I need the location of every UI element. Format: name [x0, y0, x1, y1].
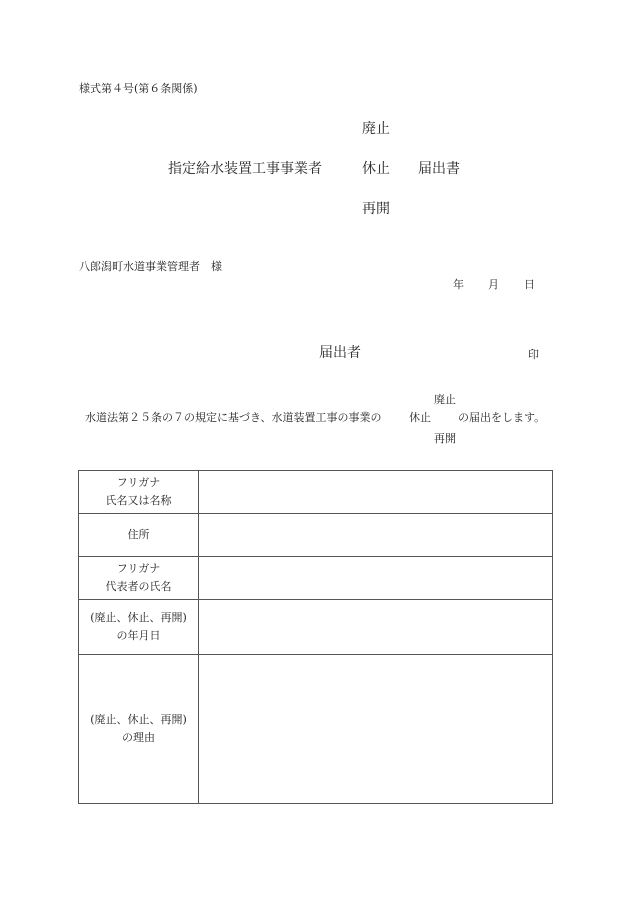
- title-option-suspend: 休止: [362, 161, 390, 177]
- table-row: [79, 471, 553, 514]
- statement-option-suspend: 休止: [409, 411, 431, 424]
- row-label-address: [79, 514, 199, 557]
- title-option-abolish: 廃止: [362, 121, 390, 137]
- label-line: (廃止、休止、再開): [90, 713, 187, 726]
- statement-text: 水道法第２５条の７の規定に基づき、水道装置工事の事業の: [85, 411, 382, 424]
- statement-tail: の届出をします。: [458, 411, 546, 424]
- statement-option-abolish: 廃止: [434, 393, 456, 406]
- label-line: 住所: [127, 528, 150, 541]
- label-line: (廃止、休止、再開): [90, 611, 187, 624]
- label-line: の年月日: [116, 629, 161, 642]
- title-option-resume: 再開: [362, 201, 390, 217]
- addressee: 八郎潟町水道事業管理者 様: [79, 260, 222, 273]
- date-year-label: 年: [453, 278, 464, 291]
- seal-mark: 印: [528, 348, 539, 361]
- representative-field[interactable]: [199, 557, 553, 600]
- row-label-reason: [79, 655, 199, 804]
- table-row: [79, 655, 553, 804]
- address-field[interactable]: [199, 514, 553, 557]
- form-number: 様式第４号(第６条関係): [79, 82, 198, 95]
- table-row: [79, 514, 553, 557]
- row-label-date: [79, 600, 199, 655]
- statement-option-resume: 再開: [434, 432, 456, 445]
- label-line: フリガナ: [116, 562, 161, 575]
- label-line: 氏名又は名称: [105, 494, 172, 507]
- label-line: フリガナ: [116, 476, 161, 489]
- notification-form-table: [78, 470, 553, 804]
- table-row: [79, 600, 553, 655]
- label-line: 代表者の氏名: [105, 580, 172, 593]
- date-day-label: 日: [524, 278, 535, 291]
- row-label-name: [79, 471, 199, 514]
- label-line: の理由: [122, 731, 155, 744]
- row-label-representative: [79, 557, 199, 600]
- table-row: [79, 557, 553, 600]
- name-field[interactable]: [199, 471, 553, 514]
- reason-field[interactable]: [199, 655, 553, 804]
- title-suffix: 届出書: [418, 161, 460, 177]
- date-field[interactable]: [199, 600, 553, 655]
- page-title: 指定給水装置工事事業者: [168, 161, 322, 177]
- date-month-label: 月: [488, 278, 499, 291]
- notifier-label: 届出者: [319, 345, 361, 361]
